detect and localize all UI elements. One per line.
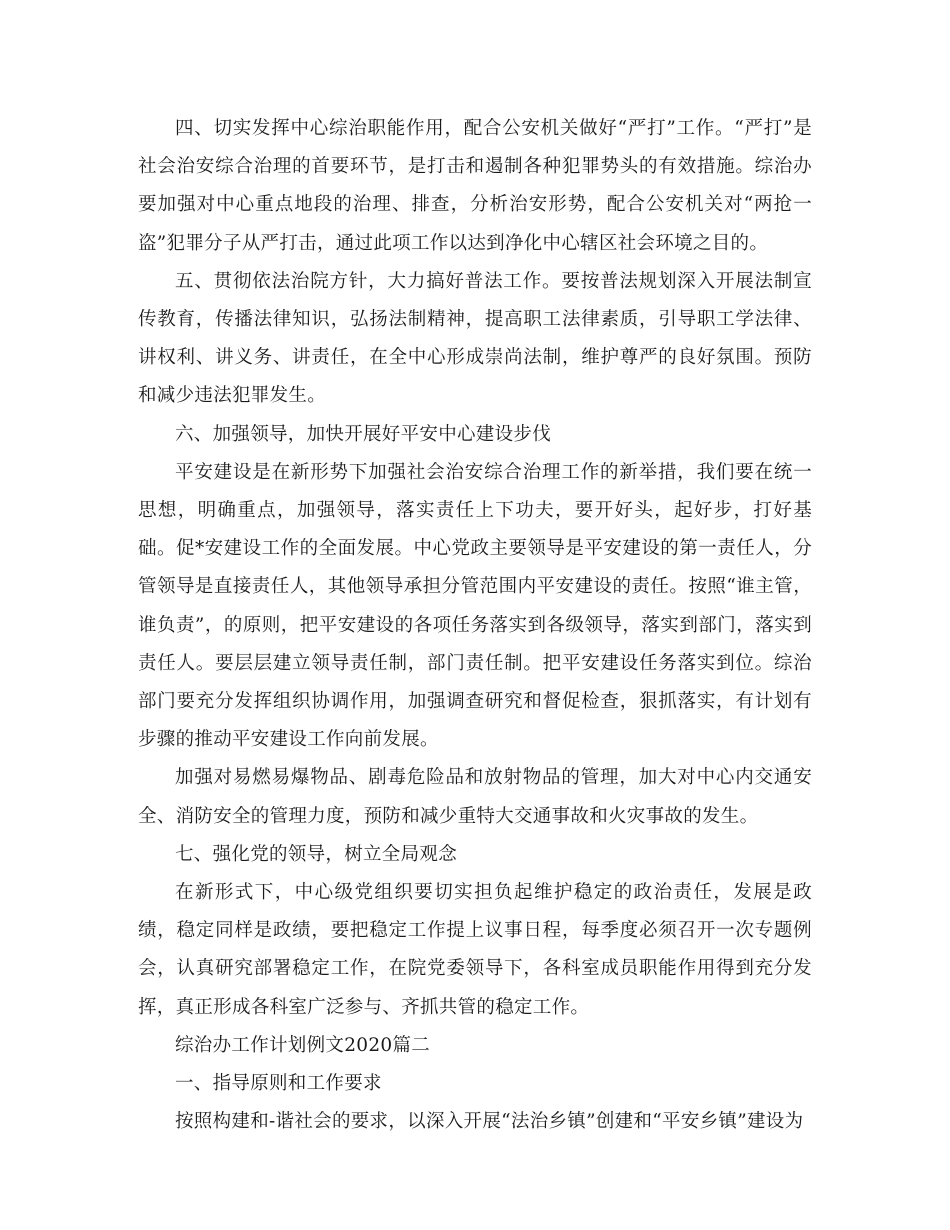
heading-guiding-principles: 一、指导原则和工作要求 [175, 1073, 382, 1095]
heading-section-6: 六、加强领导，加快开展好平安中心建设步伐 [175, 423, 552, 445]
heading-section-7: 七、强化党的领导，树立全局观念 [175, 843, 458, 865]
paragraph-hazardous-materials: 加强对易燃易爆物品、剧毒危险品和放射物品的管理，加大对中心内交通安全、消防安全的管理力度，预防和减少重特大交通事故和火灾事故的发生。 [138, 767, 812, 827]
paragraph-section-4: 四、切实发挥中心综治职能作用，配合公安机关做好“严打”工作。“严打”是社会治安综合治理的首要环节，是打击和遏制各种犯罪势头的有效措施。综治办要加强对中心重点地段的治理、排查，分析治安形势，配合公安机关对“两抢一盗”犯罪分子从严打击，通过此项工作以达到净化中心辖区社会环境之目的。 [138, 118, 812, 254]
heading-example-part-two: 综治办工作计划例文2020篇二 [175, 1034, 431, 1056]
paragraph-safety-building: 平安建设是在新形势下加强社会治安综合治理工作的新举措，我们要在统一思想，明确重点，加强领导，落实责任上下功夫，要开好头，起好步，打好基础。促*安建设工作的全面发展。中心党政主要领导是平安建设的第一责任人，分管领导是直接责任人，其他领导承担分管范围内平安建设的责任。按照“谁主管，谁负责”，的原则，把平安建设的各项任务落实到各级领导，落实到部门，落实到责任人。要层层建立领导责任制，部门责任制。把平安建设任务落实到位。综治部门要充分发挥组织协调作用，加强调查研究和督促检查，狠抓落实，有计划有步骤的推动平安建设工作向前发展。 [138, 461, 812, 751]
paragraph-party-leadership: 在新形式下，中心级党组织要切实担负起维护稳定的政治责任，发展是政绩，稳定同样是政绩，要把稳定工作提上议事日程，每季度必须召开一次专题例会，认真研究部署稳定工作，在院党委领导下，各科室成员职能作用得到充分发挥，真正形成各科室广泛参与、齐抓共管的稳定工作。 [138, 882, 812, 1018]
paragraph-section-5: 五、贯彻依法治院方针，大力搞好普法工作。要按普法规划深入开展法制宣传教育，传播法律知识，弘扬法制精神，提高职工法律素质，引导职工学法律、讲权利、讲义务、讲责任，在全中心形成崇尚法制，维护尊严的良好氛围。预防和减少违法犯罪发生。 [138, 270, 812, 407]
paragraph-harmonious-society: 按照构建和-谐社会的要求，以深入开展“法治乡镇”创建和“平安乡镇”建设为 [175, 1111, 804, 1133]
